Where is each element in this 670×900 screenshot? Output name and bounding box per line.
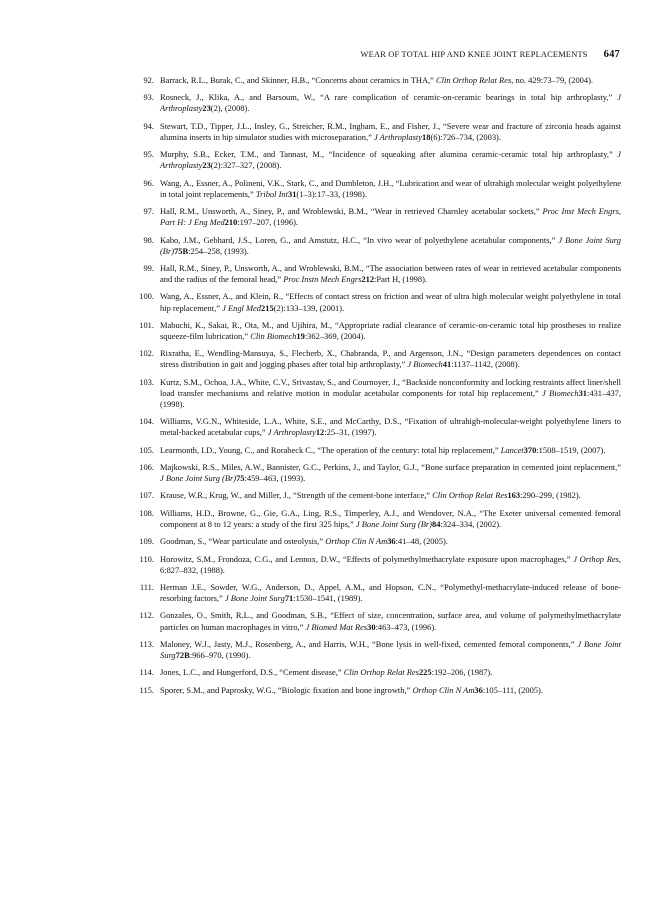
reference-pages: :1137–1142, (2008). — [451, 359, 520, 370]
reference-text: Herman J.E., Sowder, W.G., Anderson, D., Appel, A.M., and Hopson, C.N., “Polymethyl-methacrylate-induced release of bone-resorbing factors,” — [160, 582, 621, 604]
reference-volume: 72B — [175, 650, 190, 660]
reference-pages: :324–334, (2002). — [440, 518, 502, 529]
reference-journal: J Biomed Mat Res — [305, 621, 368, 632]
reference-pages: (1–3):17–33, (1998). — [296, 188, 367, 199]
reference-journal: J Bone Joint Surg — [224, 593, 285, 604]
reference-journal: J Arthroplasty — [267, 427, 316, 438]
reference-text: Jones, L.C., and Hungerford, D.S., “Cement disease,” — [160, 667, 344, 678]
reference-text: Hall, R.M., Unsworth, A., Siney, P., and Wroblewski, B.M., “Wear in retrieved Charnley acetabular sockets,” — [160, 206, 543, 217]
reference-number: 114. — [139, 667, 154, 678]
reference-number: 97. — [143, 206, 154, 217]
reference-journal: J Arthroplasty — [373, 131, 422, 142]
reference-pages: :254–258, (1993). — [188, 245, 249, 256]
reference-pages: :463–473, (1996). — [375, 621, 437, 632]
reference-pages: :290–299, (1982). — [520, 490, 581, 501]
reference-journal: Clin Orthop Relat Res — [432, 490, 508, 501]
reference-item — [139, 610, 621, 632]
reference-text: Hall, R.M., Siney, P., Unsworth, A., and Wroblewski, B.M., “The association between rates of wear in retrieved acetabular components and the radius of the femoral head,” — [160, 262, 621, 285]
reference-text: Wang, A., Essner, A., and Klein, R., “Effects of contact stress on friction and wear of ultra high molecular weight polyethylene in total hip replacement,” — [160, 291, 621, 313]
reference-item — [143, 262, 621, 285]
reference-volume: 12 — [315, 427, 325, 438]
reference-volume: 370 — [523, 444, 537, 455]
reference-item — [143, 120, 621, 143]
reference-journal: J Biomech — [407, 359, 443, 370]
reference-volume: 36 — [474, 684, 483, 695]
reference-text: Rosneck, J., Klika, A., and Barsoum, W., “A rare complication of ceramic-on-ceramic bearings in total hip arthroplasty,” — [160, 92, 618, 103]
reference-number: 102. — [139, 348, 154, 359]
reference-volume: 36 — [387, 536, 396, 547]
running-head-title: WEAR OF TOTAL HIP AND KNEE JOINT REPLACEMENTS — [360, 50, 588, 59]
reference-item — [143, 234, 621, 257]
reference-text: Gonzales, O., Smith, R.L., and Goodman, S.B., “Effect of size, concentration, surface area, and volume of polymethylmethacrylate particles on human macrophages in vitro,” — [160, 610, 621, 632]
reference-text: Krause, W.R., Krug, W., and Miller, J., “Strength of the cement-bone interface,” — [160, 490, 433, 501]
running-head — [150, 49, 620, 60]
reference-item — [139, 582, 621, 604]
reference-item — [139, 462, 621, 484]
reference-volume: 19 — [296, 330, 305, 341]
reference-journal: Clin Orthop Relat Res — [343, 667, 419, 678]
reference-volume: 30 — [367, 621, 376, 632]
reference-item — [139, 348, 621, 370]
reference-number: 104. — [139, 416, 154, 427]
reference-text: Barrack, R.L., Burak, C., and Skinner, H.B., “Concerns about ceramics in THA,” — [160, 75, 437, 85]
reference-journal: J Arthroplasty — [160, 92, 621, 114]
reference-item — [139, 376, 622, 410]
reference-volume: 31 — [287, 188, 297, 199]
reference-volume: 23 — [202, 160, 211, 171]
reference-journal: J Orthop Res — [573, 553, 619, 564]
reference-journal: Proc Inst Mech Engrs, Part H: J Eng Med — [160, 206, 621, 228]
reference-number: 99. — [143, 262, 154, 273]
reference-volume: 212 — [361, 274, 375, 285]
reference-journal: Orthop Clin N Am — [412, 684, 475, 695]
reference-number: 115. — [139, 684, 154, 695]
reference-number: 103. — [139, 376, 154, 387]
reference-volume: 18 — [422, 131, 431, 142]
reference-volume: 215 — [261, 302, 274, 313]
reference-pages: (2), (2008). — [210, 103, 250, 114]
reference-text: Kabo, J.M., Gebhard, J.S., Loren, G., and Amstutz, H.C., “In vivo wear of polyethylene acetabular components,” — [160, 234, 559, 245]
reference-item — [139, 416, 621, 438]
reference-item — [143, 75, 621, 86]
reference-journal: Proc Instn Mech Engrs — [283, 274, 362, 285]
reference-number: 107. — [139, 490, 154, 501]
reference-item — [143, 206, 621, 228]
reference-volume: 163 — [507, 490, 521, 501]
reference-journal: Clin Orthop Relat Res — [436, 75, 512, 85]
reference-text: Majkowski, R.S., Miles, A.W., Bannister, G.C., Perkins, J., and Taylor, G.J., “Bone surface preparation in cemented joint replacement,” — [160, 462, 621, 473]
reference-pages: :192–206, (1987). — [431, 667, 493, 678]
reference-number: 108. — [139, 507, 154, 518]
reference-number: 101. — [139, 319, 154, 330]
reference-number: 105. — [139, 444, 154, 455]
reference-pages: :459–463, (1993). — [244, 473, 306, 484]
reference-text: Maloney, W.J., Jasty, M.J., Rosenberg, A., and Harris, W.H., “Bone lysis in well-fixed, cemented femoral components,” — [160, 638, 578, 649]
reference-text: Sporer, S.M., and Paprosky, W.G., “Biologic fixation and bone ingrowth,” — [160, 684, 413, 695]
reference-item — [143, 177, 621, 200]
reference-number: 93. — [143, 92, 154, 103]
reference-item — [139, 638, 621, 661]
reference-number: 92. — [143, 75, 154, 85]
reference-list — [0, 75, 670, 702]
reference-volume: 225 — [418, 667, 432, 678]
reference-number: 111. — [139, 582, 154, 593]
reference-pages: :966–970, (1990). — [189, 650, 251, 660]
reference-number: 112. — [139, 610, 154, 621]
reference-journal: Orthop Clin N Am — [325, 536, 388, 547]
reference-pages: , 6:827–832, (1988). — [160, 553, 621, 575]
reference-volume: 84 — [431, 518, 441, 529]
reference-text: Goodman, S., “Wear particulate and osteolysis,” — [160, 536, 326, 547]
reference-volume: 71 — [284, 593, 294, 604]
reference-text: Mabuchi, K., Sakai, R., Ota, M., and Ujihira, M., “Appropriate radial clearance of ceramic-on-ceramic total hip prostheses to realize squeeze-film lubrication,” — [160, 319, 621, 341]
reference-number: 109. — [139, 536, 154, 547]
reference-number: 113. — [139, 638, 154, 649]
reference-volume: 75B — [174, 245, 189, 256]
reference-journal: J Bone Joint Surg (Br) — [160, 473, 237, 484]
reference-item — [143, 92, 621, 114]
reference-text: Murphy, S.B., Ecker, T.M., and Tannast, M., “Incidence of squeaking after alumina ceramic-ceramic total hip arthroplasty,” — [160, 149, 618, 160]
reference-text: Williams, H.D., Browne, G., Gie, G.A., Ling, R.S., Timperley, A.J., and Wendover, N.A., “The Exeter universal cemented femoral component at 8 to 12 years: a study of the first 325 hips,” — [160, 507, 621, 529]
reference-text: Horowitz, S.M., Frondoza, C.G., and Lennox, D.W., “Effects of polymethylmethacrylate exposure upon macrophages,” — [160, 553, 574, 564]
reference-pages: , no. 429:73–79, (2004). — [511, 75, 594, 85]
reference-item — [139, 507, 621, 530]
reference-pages: (6):726–734, (2003). — [430, 131, 501, 142]
reference-pages: :Part H, (1998). — [374, 274, 428, 285]
reference-journal: J Bone Joint Surg (Br) — [160, 234, 621, 256]
reference-number: 95. — [143, 149, 154, 160]
reference-pages: :25–31, (1997). — [324, 427, 377, 438]
reference-item — [139, 684, 621, 696]
reference-text: Williams, V.G.N., Whiteside, L.A., White, S.E., and McCarthy, D.S., “Fixation of ultrahigh-molecular-weight polyethylene liners to metal-backed acetabular cups,” — [160, 416, 621, 438]
reference-journal: J Engl Med — [222, 302, 261, 313]
reference-item — [139, 667, 621, 678]
reference-item — [143, 149, 621, 171]
reference-pages: :1508–1519, (2007). — [536, 444, 606, 455]
reference-pages: :362–369, (2004). — [304, 330, 366, 341]
reference-text: Stewart, T.D., Tipper, J.L., Insley, G., Streicher, R.M., Ingham, E., and Fisher, J., “Severe wear and fracture of zirconia heads against alumina inserts in hip simulator studies with microseparation,” — [160, 120, 621, 142]
reference-volume: 41 — [442, 359, 452, 370]
reference-item — [139, 444, 621, 456]
reference-item — [139, 490, 621, 501]
reference-volume: 75 — [236, 473, 245, 484]
reference-number: 98. — [143, 234, 154, 245]
reference-journal: J Arthroplasty — [160, 149, 621, 171]
page-number: 647 — [603, 49, 620, 60]
reference-pages: (2):327–327, (2008). — [210, 160, 282, 171]
reference-journal: J Bone Joint Surg — [160, 638, 621, 660]
reference-pages: :105–111, (2005). — [482, 684, 543, 695]
reference-text: Wang, A., Essner, A., Polineni, V.K., Stark, C., and Dumbleton, J.H., “Lubrication and wear of ultrahigh molecular weight polyethylene in total joint replacements,” — [160, 177, 621, 199]
reference-journal: Tribol Int — [255, 188, 288, 199]
reference-volume: 23 — [202, 103, 211, 114]
reference-journal: Clin Biomech — [250, 330, 297, 341]
reference-number: 94. — [143, 120, 154, 131]
reference-item — [139, 291, 621, 313]
reference-number: 96. — [143, 177, 154, 188]
reference-volume: 210 — [224, 217, 238, 228]
reference-volume: 31 — [578, 387, 588, 398]
reference-journal: Lancet — [500, 444, 524, 455]
reference-text: Kurtz, S.M., Ochoa, J.A., White, C.V., Srivastav, S., and Cournoyer, J., “Backside nonconformity and locking restraints affect liner/shell load transfer mechanisms and relative motion in modular acetabular components for total hip replacement,” — [160, 376, 621, 398]
reference-item — [139, 319, 621, 342]
reference-number: 100. — [139, 291, 154, 302]
reference-pages: :431–437, (1998). — [160, 387, 622, 409]
reference-item — [139, 536, 621, 547]
reference-journal: J Bone Joint Surg (Br) — [355, 518, 432, 529]
reference-pages: :41–48, (2005). — [395, 536, 448, 547]
reference-number: 110. — [139, 553, 154, 564]
reference-pages: :1530–1541, (1989). — [293, 593, 363, 604]
reference-pages: (2):133–139, (2001). — [273, 302, 345, 313]
reference-number: 106. — [139, 462, 154, 473]
reference-text: Learmonth, I.D., Young, C., and Rorabeck C., “The operation of the century: total hip replacement,” — [160, 444, 501, 455]
reference-pages: :197–207, (1996). — [237, 217, 299, 228]
reference-journal: J Biomech — [542, 387, 579, 398]
reference-text: Rixratha, E., Wendling-Mansuya, S., Flecherb, X., Chabranda, P., and Argenson, J.N., “Design parameters dependences on contact stress distribution in gait and jogging phases after total hip arthroplasty,” — [160, 348, 621, 370]
reference-item — [139, 553, 621, 576]
